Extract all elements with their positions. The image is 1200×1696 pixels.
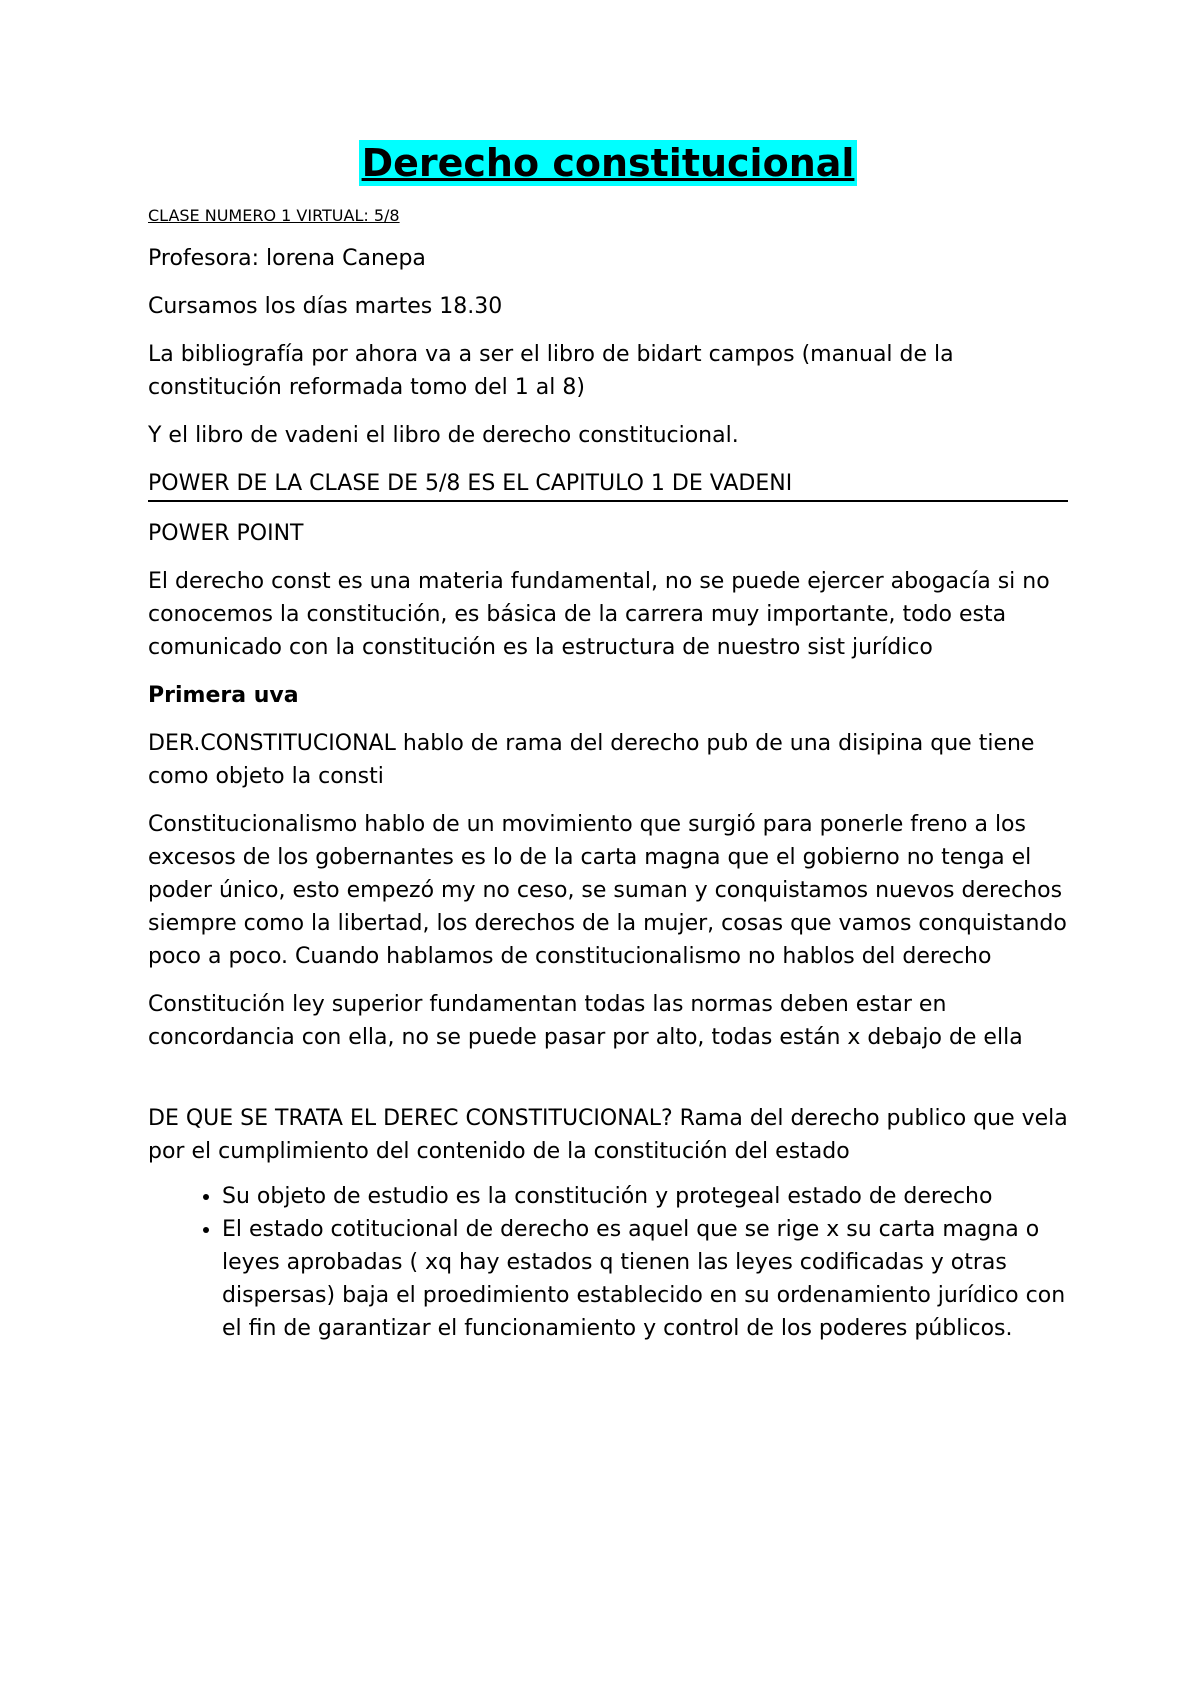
list-item: • Su objeto de estudio es la constitución y protegeal estado de derecho [222, 1180, 1068, 1213]
definition-paragraph: DER.CONSTITUCIONAL hablo de rama del derecho pub de una disipina que tiene como objeto la consti [148, 731, 1035, 789]
class-subtitle: CLASE NUMERO 1 VIRTUAL: 5/8 [148, 206, 400, 225]
blank-line [148, 1054, 1068, 1087]
power-point-label: POWER POINT [148, 521, 304, 546]
section-heading: Primera uva [148, 683, 299, 708]
bullet-list [148, 1180, 1068, 1345]
question-paragraph: DE QUE SE TRATA EL DEREC CONSTITUCIONAL? Rama del derecho publico que vela por el cumplimiento del contenido de la constitución del estado [148, 1106, 1068, 1164]
constitutionalism-paragraph: Constitucionalismo hablo de un movimiento que surgió para ponerle freno a los excesos de los gobernantes es lo de la carta magna que el gobierno no tenga el poder único, esto empezó my no ceso, se suman y conquistamos nuevos derechos siempre como la libertad, los derechos de la mujer, cosas que vamos conquistando poco a poco. Cuando hablamos de constitucionalismo no hablos del derecho [148, 812, 1067, 969]
document-title: Derecho constitucional [359, 140, 858, 186]
constitution-paragraph: Constitución ley superior fundamentan todas las normas deben estar en concordancia con ella, no se puede pasar por alto, todas están x debajo de ella [148, 992, 1023, 1050]
ruled-power-line: POWER DE LA CLASE DE 5/8 ES EL CAPITULO 1 DE VADENI [148, 467, 1068, 502]
document-page [148, 140, 1068, 1345]
title-row [148, 140, 1068, 186]
bibliography-paragraph: La bibliografía por ahora va a ser el libro de bidart campos (manual de la constitución reformada tomo del 1 al 8) [148, 342, 954, 400]
second-book-line: Y el libro de vadeni el libro de derecho constitucional. [148, 423, 739, 448]
intro-paragraph: El derecho const es una materia fundamental, no se puede ejercer abogacía si no conocemos la constitución, es básica de la carrera muy importante, todo esta comunicado con la constitución es la estructura de nuestro sist jurídico [148, 569, 1050, 660]
schedule-line: Cursamos los días martes 18.30 [148, 294, 503, 319]
professor-line: Profesora: lorena Canepa [148, 246, 426, 271]
list-item: • El estado cotitucional de derecho es aquel que se rige x su carta magna o leyes aprobadas ( xq hay estados q tienen las leyes codificadas y otras dispersas) baja el proedimiento establecido en su ordenamiento jurídico con el fin de garantizar el funcionamiento y control de los poderes públicos. [222, 1213, 1068, 1345]
